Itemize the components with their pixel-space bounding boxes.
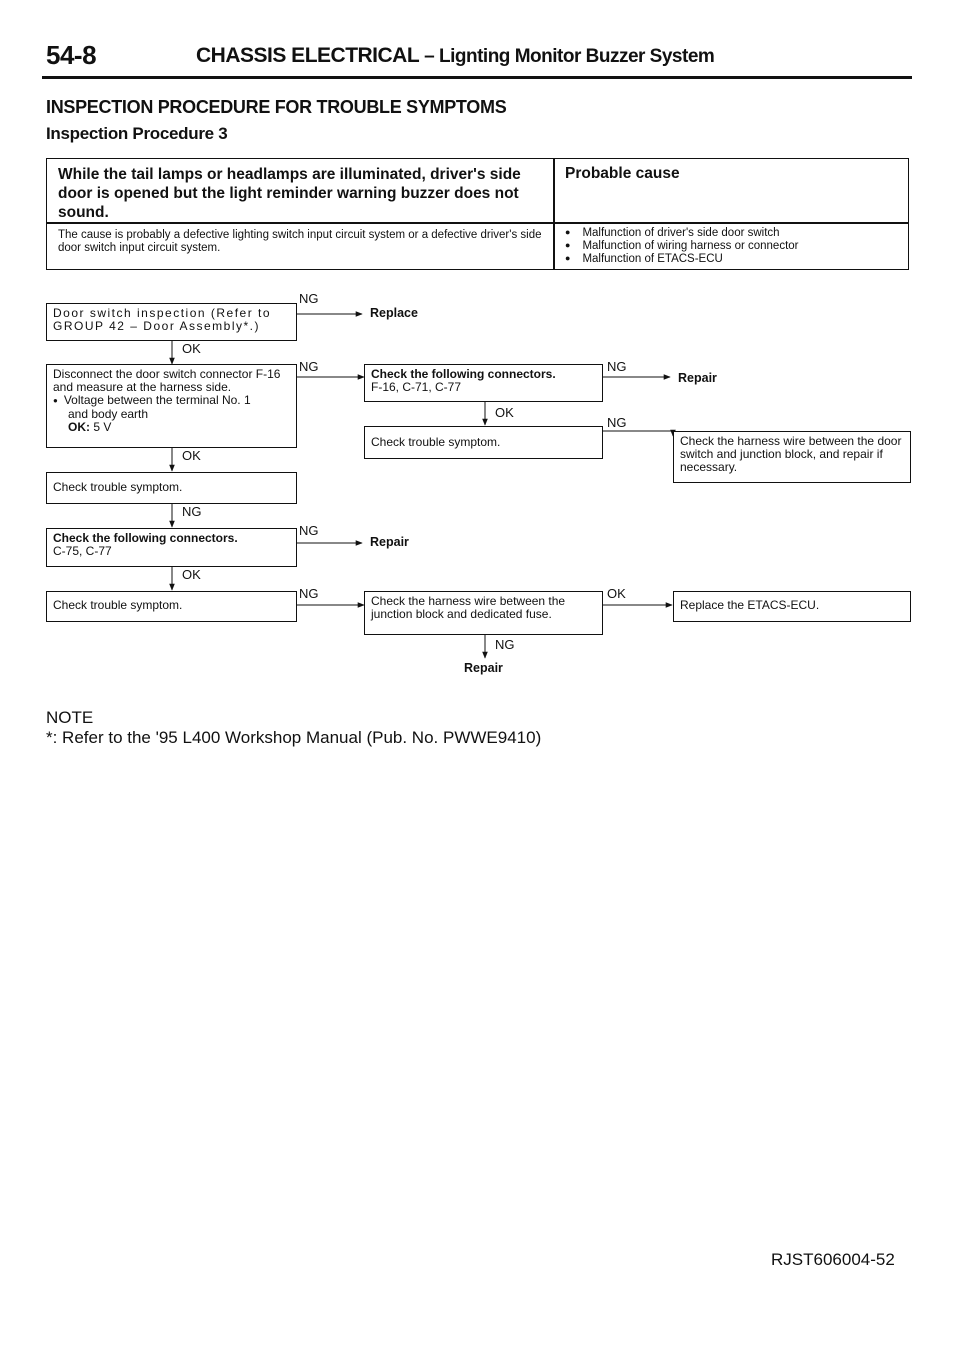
step-text: Check trouble symptom. <box>53 480 183 494</box>
ng-label: NG <box>495 637 515 652</box>
ok-label: OK <box>495 405 514 420</box>
step-check-harness-door <box>673 431 911 483</box>
cause-item: ● Malfunction of wiring harness or connector <box>565 240 799 253</box>
step-check-connectors-f16 <box>364 364 603 402</box>
result-replace: Replace <box>370 306 418 320</box>
probable-cause-header: Probable cause <box>565 165 680 182</box>
note <box>46 708 541 748</box>
step-check-connectors-c75 <box>46 528 297 567</box>
ng-label: NG <box>299 291 319 306</box>
ok-label: OK <box>182 567 201 582</box>
ng-label: NG <box>299 359 319 374</box>
step-text: Disconnect the door switch connector F-16 and measure at the harness side. <box>53 367 281 394</box>
procedure-number: Inspection Procedure 3 <box>46 124 228 143</box>
step-text: Check trouble symptom. <box>53 598 183 612</box>
step-text: Check trouble symptom. <box>371 435 501 449</box>
step-check-trouble-symptom-3 <box>364 426 603 459</box>
step-text: Check the harness wire between the door switch and junction block, and repair if necessary. <box>680 434 902 474</box>
step-check-trouble-symptom-2 <box>46 591 297 622</box>
result-repair-3: Repair <box>464 661 503 675</box>
subsection-name: – Lignting Monitor Buzzer System <box>424 46 715 67</box>
ng-label: NG <box>607 359 627 374</box>
cause-item: ● Malfunction of driver's side door switch <box>565 227 799 240</box>
ng-label: NG <box>182 504 202 519</box>
ok-value: 5 V <box>93 420 112 434</box>
step-text: Check the harness wire between the junction block and dedicated fuse. <box>371 594 566 621</box>
note-text: *: Refer to the '95 L400 Workshop Manual (Pub. No. PWWE9410) <box>46 728 542 747</box>
result-repair-2: Repair <box>370 535 409 549</box>
symptom-description: The cause is probably a defective lighting switch input circuit system or a defective driver's side door switch input circuit system. <box>58 229 542 254</box>
section-name: CHASSIS ELECTRICAL <box>196 44 419 67</box>
ng-label: NG <box>299 586 319 601</box>
ng-label: NG <box>299 523 319 538</box>
step-ok-criteria <box>53 421 290 434</box>
step-voltage-measurement <box>46 364 297 448</box>
symptom-text: While the tail lamps or headlamps are illuminated, driver's side door is opened but the light reminder warning buzzer does not sound. <box>58 166 521 221</box>
ok-label: OK: <box>68 420 90 434</box>
step-text: Door switch inspection (Refer to GROUP 42 – Door Assembly*.) <box>53 306 272 333</box>
step-bullet: ● Voltage between the terminal No. 1 <box>53 394 290 408</box>
ok-label: OK <box>607 586 626 601</box>
step-bullet-continued: and body earth <box>68 407 149 421</box>
step-door-switch-inspection <box>46 303 297 341</box>
cause-item: ● Malfunction of ETACS-ECU <box>565 253 799 266</box>
result-repair-1: Repair <box>678 371 717 385</box>
step-title: Check the following connectors. <box>53 531 238 545</box>
note-title: NOTE <box>46 708 94 727</box>
step-check-harness-fuse <box>364 591 603 635</box>
ok-label: OK <box>182 448 201 463</box>
step-detail: C-75, C-77 <box>53 544 112 558</box>
procedure-heading: INSPECTION PROCEDURE FOR TROUBLE SYMPTOMS <box>46 97 507 117</box>
step-detail: F-16, C-71, C-77 <box>371 380 462 394</box>
page-number: 54-8 <box>46 40 97 70</box>
figure-code: RJST606004-52 <box>771 1250 895 1269</box>
ng-label: NG <box>607 415 627 430</box>
step-title: Check the following connectors. <box>371 367 556 381</box>
step-check-trouble-symptom-1 <box>46 472 297 504</box>
ok-label: OK <box>182 341 201 356</box>
step-text: Replace the ETACS-ECU. <box>680 598 820 612</box>
step-replace-etacs <box>673 591 911 622</box>
